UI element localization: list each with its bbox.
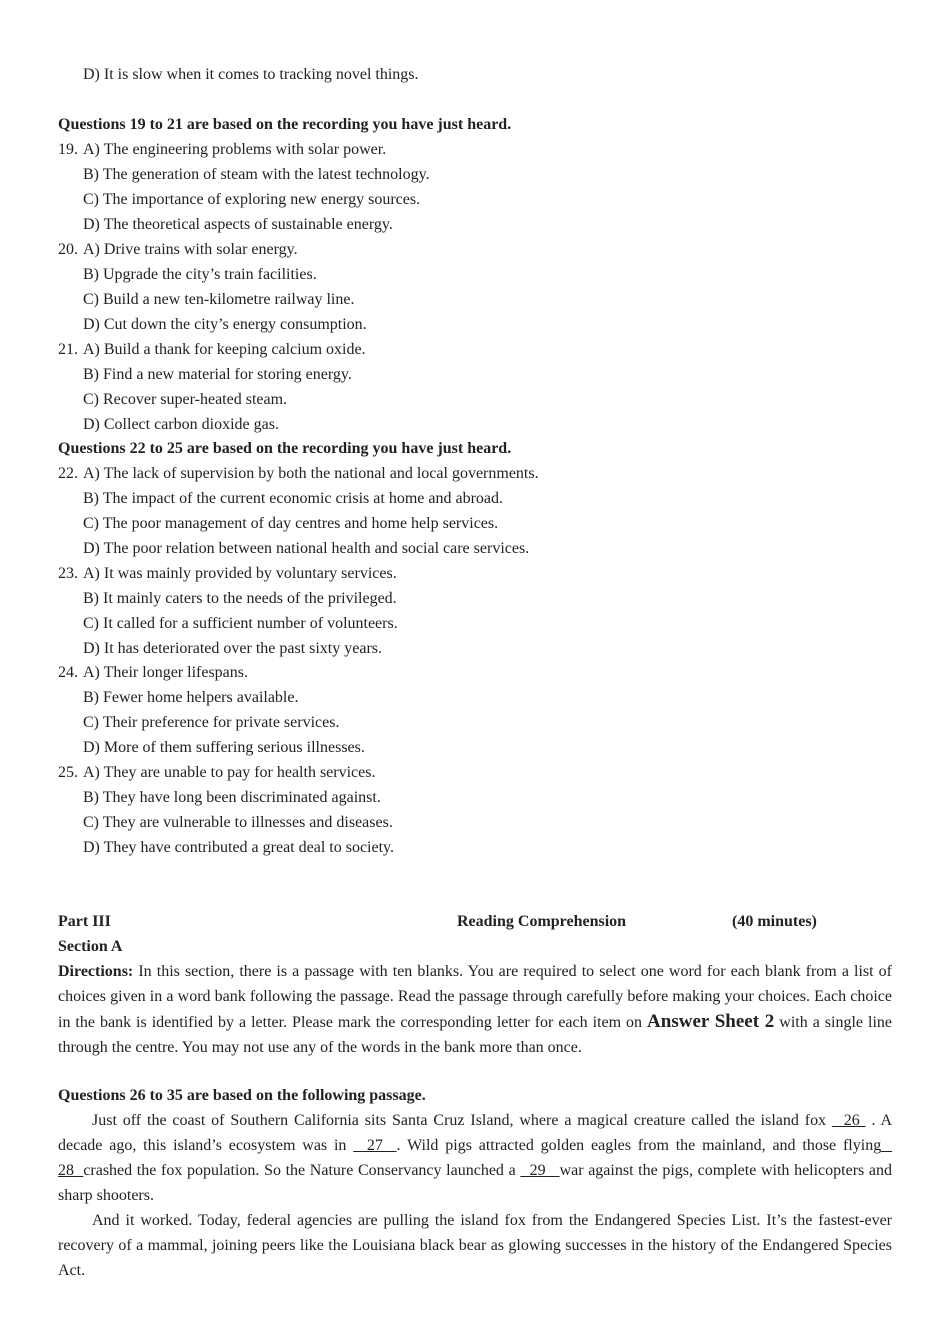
answer-sheet-label: Answer Sheet 2 bbox=[647, 1011, 775, 1032]
q25-option-a: A) They are unable to pay for health services. bbox=[83, 764, 376, 781]
q22-number: 22. bbox=[58, 465, 78, 482]
q19-option-c: C) The importance of exploring new energy sources. bbox=[83, 191, 421, 208]
q25-option-b: B) They have long been discriminated against. bbox=[83, 789, 381, 806]
q21-number: 21. bbox=[58, 341, 78, 358]
q25-option-d: D) They have contributed a great deal to society. bbox=[83, 839, 394, 856]
q24-option-c: C) Their preference for private services. bbox=[83, 714, 340, 731]
q21-option-b: B) Find a new material for storing energy. bbox=[83, 366, 352, 383]
p1-text-b: . A decade ago, this island’s ecosystem was in bbox=[58, 1112, 893, 1154]
p1-text-d: crashed the fox population. So the Nature Conservancy launched a bbox=[83, 1162, 521, 1179]
part-time: (40 minutes) bbox=[732, 913, 817, 930]
q19-option-a: A) The engineering problems with solar power. bbox=[83, 141, 387, 158]
q24-option-b: B) Fewer home helpers available. bbox=[83, 689, 299, 706]
q22-option-b: B) The impact of the current economic crisis at home and abroad. bbox=[83, 490, 503, 507]
q22-option-d: D) The poor relation between national health and social care services. bbox=[83, 540, 530, 557]
p1-text-c: . Wild pigs attracted golden eagles from the mainland, and those flying bbox=[396, 1137, 882, 1154]
q23-option-a: A) It was mainly provided by voluntary services. bbox=[83, 565, 397, 582]
passage-paragraph-2: And it worked. Today, federal agencies are pulling the island fox from the Endangered Species List. It’s the fastest-ever recovery of a mammal, joining peers like the Louisiana black bear as glowing successes in the history of the Endangered Species Act. bbox=[58, 1212, 892, 1279]
p1-text-a: Just off the coast of Southern California sits Santa Cruz Island, where a magical creature called the island fox bbox=[92, 1112, 832, 1129]
q23-option-b: B) It mainly caters to the needs of the privileged. bbox=[83, 590, 397, 607]
q21-option-a: A) Build a thank for keeping calcium oxide. bbox=[83, 341, 366, 358]
section-label: Section A bbox=[58, 938, 123, 955]
q20-option-a: A) Drive trains with solar energy. bbox=[83, 241, 298, 258]
q22-option-a: A) The lack of supervision by both the national and local governments. bbox=[83, 465, 539, 482]
blank-29: 29 bbox=[520, 1162, 560, 1179]
q24-number: 24. bbox=[58, 664, 78, 681]
q25-option-c: C) They are vulnerable to illnesses and diseases. bbox=[83, 814, 393, 831]
q18-option-d: D) It is slow when it comes to tracking novel things. bbox=[83, 66, 419, 83]
q19-option-d: D) The theoretical aspects of sustainable energy. bbox=[83, 216, 393, 233]
passage-paragraph-1 bbox=[58, 1108, 892, 1208]
q22-option-c: C) The poor management of day centres and home help services. bbox=[83, 515, 499, 532]
directions-text-1: In this section, there is a passage with ten blanks. You are required to select one word for each blank from a list of choices given in a word bank following the passage. Read the passage through carefully before making your choices. Each choice in the bank is identified by a letter. Please mark the corresponding letter for each item on bbox=[58, 963, 892, 1031]
q20-option-d: D) Cut down the city’s energy consumption. bbox=[83, 316, 367, 333]
q19-option-b: B) The generation of steam with the latest technology. bbox=[83, 166, 430, 183]
blank-28: 28 bbox=[58, 1137, 893, 1179]
q23-number: 23. bbox=[58, 565, 78, 582]
directions bbox=[58, 959, 892, 1060]
group-22-25-heading: Questions 22 to 25 are based on the recording you have just heard. bbox=[58, 440, 512, 457]
q20-option-c: C) Build a new ten-kilometre railway line. bbox=[83, 291, 355, 308]
q24-option-a: A) Their longer lifespans. bbox=[83, 664, 248, 681]
part-title: Reading Comprehension bbox=[457, 913, 627, 930]
passage-heading: Questions 26 to 35 are based on the following passage. bbox=[58, 1087, 426, 1104]
blank-27: 27 bbox=[353, 1137, 397, 1154]
directions-label: Directions: bbox=[58, 963, 134, 980]
q24-option-d: D) More of them suffering serious illnesses. bbox=[83, 739, 365, 756]
directions-text-2: with a single line through the centre. You may not use any of the words in the bank more than once. bbox=[58, 1014, 892, 1056]
q20-number: 20. bbox=[58, 241, 78, 258]
q19-number: 19. bbox=[58, 141, 78, 158]
q23-option-d: D) It has deteriorated over the past sixty years. bbox=[83, 640, 383, 657]
q23-option-c: C) It called for a sufficient number of volunteers. bbox=[83, 615, 398, 632]
blank-26: 26 bbox=[831, 1112, 866, 1129]
q25-number: 25. bbox=[58, 764, 78, 781]
part-label: Part III bbox=[58, 913, 111, 930]
q21-option-d: D) Collect carbon dioxide gas. bbox=[83, 416, 279, 433]
q21-option-c: C) Recover super-heated steam. bbox=[83, 391, 288, 408]
group-19-21-heading: Questions 19 to 21 are based on the recording you have just heard. bbox=[58, 116, 512, 133]
q20-option-b: B) Upgrade the city’s train facilities. bbox=[83, 266, 317, 283]
p1-text-e: war against the pigs, complete with helicopters and sharp shooters. bbox=[58, 1162, 893, 1204]
